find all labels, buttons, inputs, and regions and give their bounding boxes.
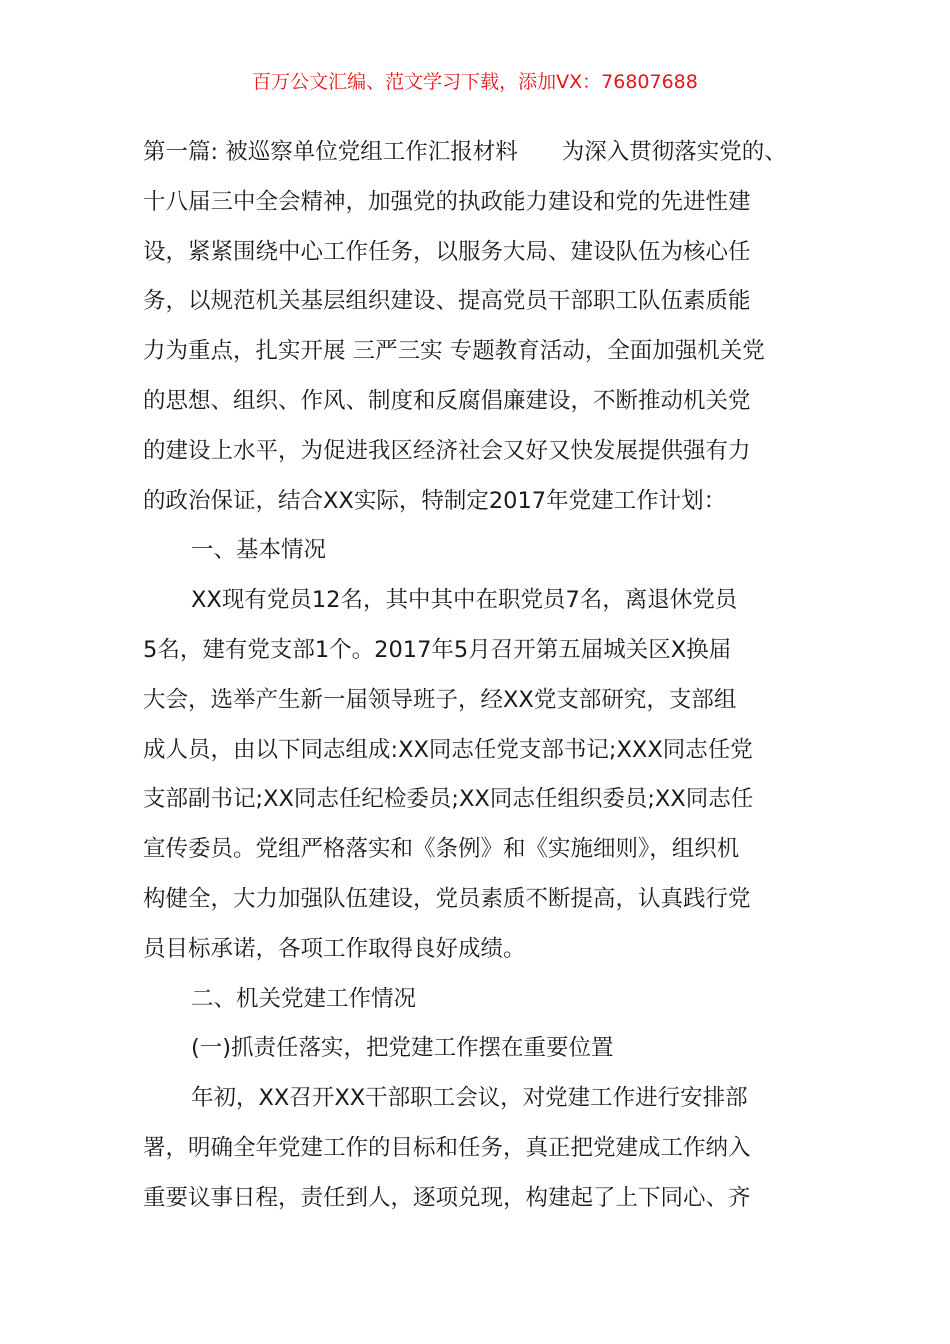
- section-heading: 二、机关党建工作情况: [191, 985, 417, 1012]
- document-title-line: [143, 128, 815, 178]
- document-line: 成人员，由以下同志组成:XX同志任党支部书记;XXX同志任党: [143, 736, 753, 763]
- document-line: 构健全，大力加强队伍建设，党员素质不断提高，认真践行党: [143, 885, 751, 912]
- document-line: 大会，选举产生新一届领导班子，经XX党支部研究，支部组: [143, 686, 737, 713]
- document-line: 的思想、组织、作风、制度和反腐倡廉建设，不断推动机关党: [143, 387, 751, 414]
- document-line: 支部副书记;XX同志任纪检委员;XX同志任组织委员;XX同志任: [143, 786, 754, 813]
- document-line: 设，紧紧围绕中心工作任务，以服务大局、建设队伍为核心任: [143, 238, 751, 265]
- document-line: 宣传委员。党组严格落实和《条例》和《实施细则》，组织机: [143, 836, 740, 863]
- document-line: 重要议事日程，责任到人，逐项兑现，构建起了上下同心、齐: [143, 1184, 751, 1211]
- section-heading: 一、基本情况: [191, 537, 327, 564]
- document-line: 务，以规范机关基层组织建设、提高党员干部职工队伍素质能: [143, 288, 751, 315]
- document-line: 为深入贯彻落实党的、: [561, 139, 787, 165]
- document-line: 十八届三中全会精神，加强党的执政能力建设和党的先进性建: [143, 188, 751, 215]
- document-line: 的政治保证，结合XX实际，特制定2017年党建工作计划：: [143, 487, 727, 514]
- header-watermark-note: 百万公文汇编、范文学习下载，添加VX：76807688: [252, 71, 698, 93]
- subsection-heading: (一)抓责任落实，把党建工作摆在重要位置: [191, 1035, 614, 1062]
- document-line: 力为重点，扎实开展 三严三实 专题教育活动，全面加强机关党: [143, 338, 765, 365]
- document-body: [143, 128, 815, 1224]
- document-line: 署，明确全年党建工作的目标和任务，真正把党建成工作纳入: [143, 1134, 751, 1161]
- document-line: 员目标承诺，各项工作取得良好成绩。: [143, 935, 526, 962]
- document-line: 年初，XX召开XX干部职工会议，对党建工作进行安排部: [191, 1085, 748, 1112]
- document-line: XX现有党员12名，其中其中在职党员7名，离退休党员: [191, 587, 738, 614]
- document-title: 第一篇: 被巡察单位党组工作汇报材料: [143, 139, 518, 165]
- document-line: 5名，建有党支部1个。2017年5月召开第五届城关区X换届: [143, 636, 732, 663]
- document-line: 的建设上水平，为促进我区经济社会又好又快发展提供强有力: [143, 437, 751, 464]
